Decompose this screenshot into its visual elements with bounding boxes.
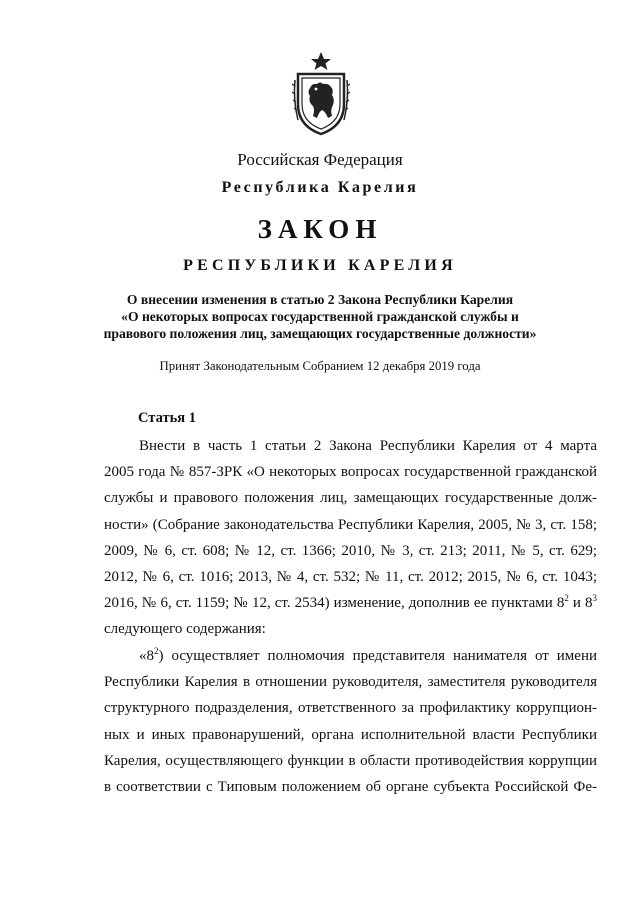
article-paragraph-2 <box>104 643 597 800</box>
paragraph-line: 2009, № 6, ст. 608; № 12, ст. 1366; 2010, № 3, ст. 213; 2011, № 5, ст. 629; <box>104 542 597 559</box>
superscript: 2 <box>154 646 159 656</box>
paragraph-line: в соответствии с Типовым положением об органе субъекта Российской Фе- <box>104 778 597 795</box>
law-title-line: правового положения лиц, замещающих государственные должности» <box>103 326 537 341</box>
paragraph-line: Внести в часть 1 статьи 2 Закона Республики Карелия от 4 марта <box>139 438 597 454</box>
paragraph-line: следующего содержания: <box>104 621 266 638</box>
paragraph-line: Республики Карелия в отношении руководителя, заместителя руководителя <box>104 674 597 691</box>
line-text: «8 <box>139 648 154 664</box>
law-of-republic: РЕСПУБЛИКИ КАРЕЛИЯ <box>183 257 457 274</box>
federation-name: Российская Федерация <box>237 150 403 169</box>
law-title-line: О внесении изменения в статью 2 Закона Республики Карелия <box>126 292 514 307</box>
paragraph-line: 2005 года № 857-ЗРК «О некоторых вопросах государственной гражданской <box>104 464 597 481</box>
law-title <box>0 291 640 342</box>
paragraph-line <box>104 643 597 669</box>
paragraph-line: ных и иных правонарушений, органа исполнительной власти Республики <box>104 726 597 743</box>
paragraph-line: 2012, № 6, ст. 1016; 2013, № 4, ст. 532; № 11, ст. 2012; 2015, № 6, ст. 1043; <box>104 568 597 585</box>
superscript: 2 <box>564 593 569 604</box>
line-text: ) осуществляет полномочия представителя нанимателя от имени <box>158 648 597 664</box>
line-text: 2016, № 6, ст. 1159; № 12, ст. 2534) изменение, дополнив ее пунктами 8 <box>104 595 565 612</box>
law-title-line: «О некоторых вопросах государственной гражданской службы и <box>121 309 519 324</box>
superscript: 3 <box>592 593 597 604</box>
coat-of-arms-emblem <box>292 50 350 136</box>
law-heading: ЗАКОН <box>257 214 383 244</box>
article-paragraph-1 <box>104 433 597 643</box>
paragraph-line: Карелия, осуществляющего функции в области противодействия коррупции <box>104 752 597 769</box>
line-text: и 8 <box>568 595 593 612</box>
paragraph-line: структурного подразделения, ответственного за профилактику коррупцион- <box>104 700 597 717</box>
republic-name: Республика Карелия <box>221 179 419 196</box>
paragraph-line <box>104 590 597 616</box>
article-heading: Статья 1 <box>138 410 196 426</box>
adoption-note: Принят Законодательным Собранием 12 декабря 2019 года <box>159 359 481 373</box>
paragraph-line: службы и правового положения лиц, замещающих государственные долж- <box>104 490 597 507</box>
paragraph-line: ности» (Собрание законодательства Республики Карелия, 2005, № 3, ст. 158; <box>104 516 597 533</box>
